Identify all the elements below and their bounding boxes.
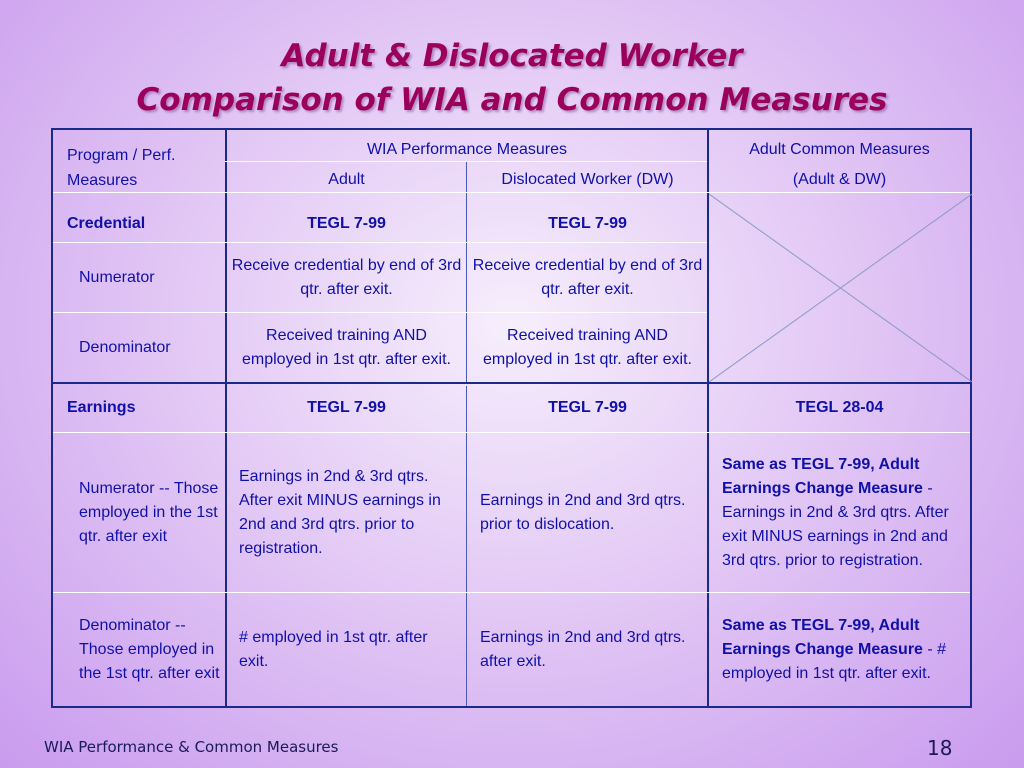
credential-denominator-label: Denominator [79,338,171,356]
earnings-numerator-dw: Earnings in 2nd and 3rd qtrs. prior to dislocation. [480,491,686,533]
not-applicable-cross [709,194,972,382]
earnings-denominator-common [722,593,964,706]
earnings-numerator-adult: Earnings in 2nd & 3rd qtrs. After exit MINUS earnings in 2nd and 3rd qtrs. prior to registration. [239,467,441,557]
title-line-2: Comparison of WIA and Common Measures [136,82,888,118]
credential-denominator-dw: Received training AND employed in 1st qtr. after exit. [483,326,692,368]
footer-title: WIA Performance & Common Measures [44,738,339,756]
credential-denominator-adult: Received training AND employed in 1st qtr. after exit. [242,326,451,368]
header-wia-group: WIA Performance Measures [366,141,568,158]
comparison-table [51,128,972,708]
credential-numerator-adult: Receive credential by end of 3rd qtr. after exit. [231,256,462,298]
earnings-numerator-common [722,433,964,592]
header-adult: Adult [328,171,365,188]
earnings-numerator-common-rest: - Earnings in 2nd & 3rd qtrs. After exit MINUS earnings in 2nd and 3rd qtrs. prior to registration. [722,479,949,569]
page-number: 18 [927,736,953,760]
earnings-denominator-dw: Earnings in 2nd and 3rd qtrs. after exit. [480,628,686,670]
col-divider-2b [466,386,467,706]
credential-label: Credential [67,214,146,232]
slide-title [0,34,1024,122]
header-program: Program / Perf. Measures [67,147,176,189]
earnings-common-ref: TEGL 28-04 [795,399,884,416]
header-dw: Dislocated Worker (DW) [501,171,674,188]
credential-adult-ref: TEGL 7-99 [307,214,386,232]
credential-dw-ref: TEGL 7-99 [548,214,627,232]
earnings-numerator-common-bold: Same as TEGL 7-99, Adult Earnings Change Measure [722,455,923,497]
col-divider-2a [466,162,467,384]
credential-numerator-dw: Receive credential by end of 3rd qtr. after exit. [472,256,703,298]
header-common-group: Adult Common Measures [749,141,930,158]
earnings-label: Earnings [67,399,136,416]
earnings-numerator-label: Numerator -- Those employed in the 1st qtr. after exit [79,479,219,545]
header-common-sub: (Adult & DW) [792,171,887,188]
earnings-denominator-common-bold: Same as TEGL 7-99, Adult Earnings Change Measure [722,616,923,658]
earnings-denominator-label: Denominator -- Those employed in the 1st qtr. after exit [79,616,220,682]
earnings-denominator-common-rest: - # employed in 1st qtr. after exit. [722,640,947,682]
earnings-dw-ref: TEGL 7-99 [548,399,627,416]
title-line-1: Adult & Dislocated Worker [281,38,743,74]
earnings-denominator-adult: # employed in 1st qtr. after exit. [239,628,428,670]
credential-numerator-label: Numerator [79,268,155,286]
earnings-adult-ref: TEGL 7-99 [307,399,386,416]
